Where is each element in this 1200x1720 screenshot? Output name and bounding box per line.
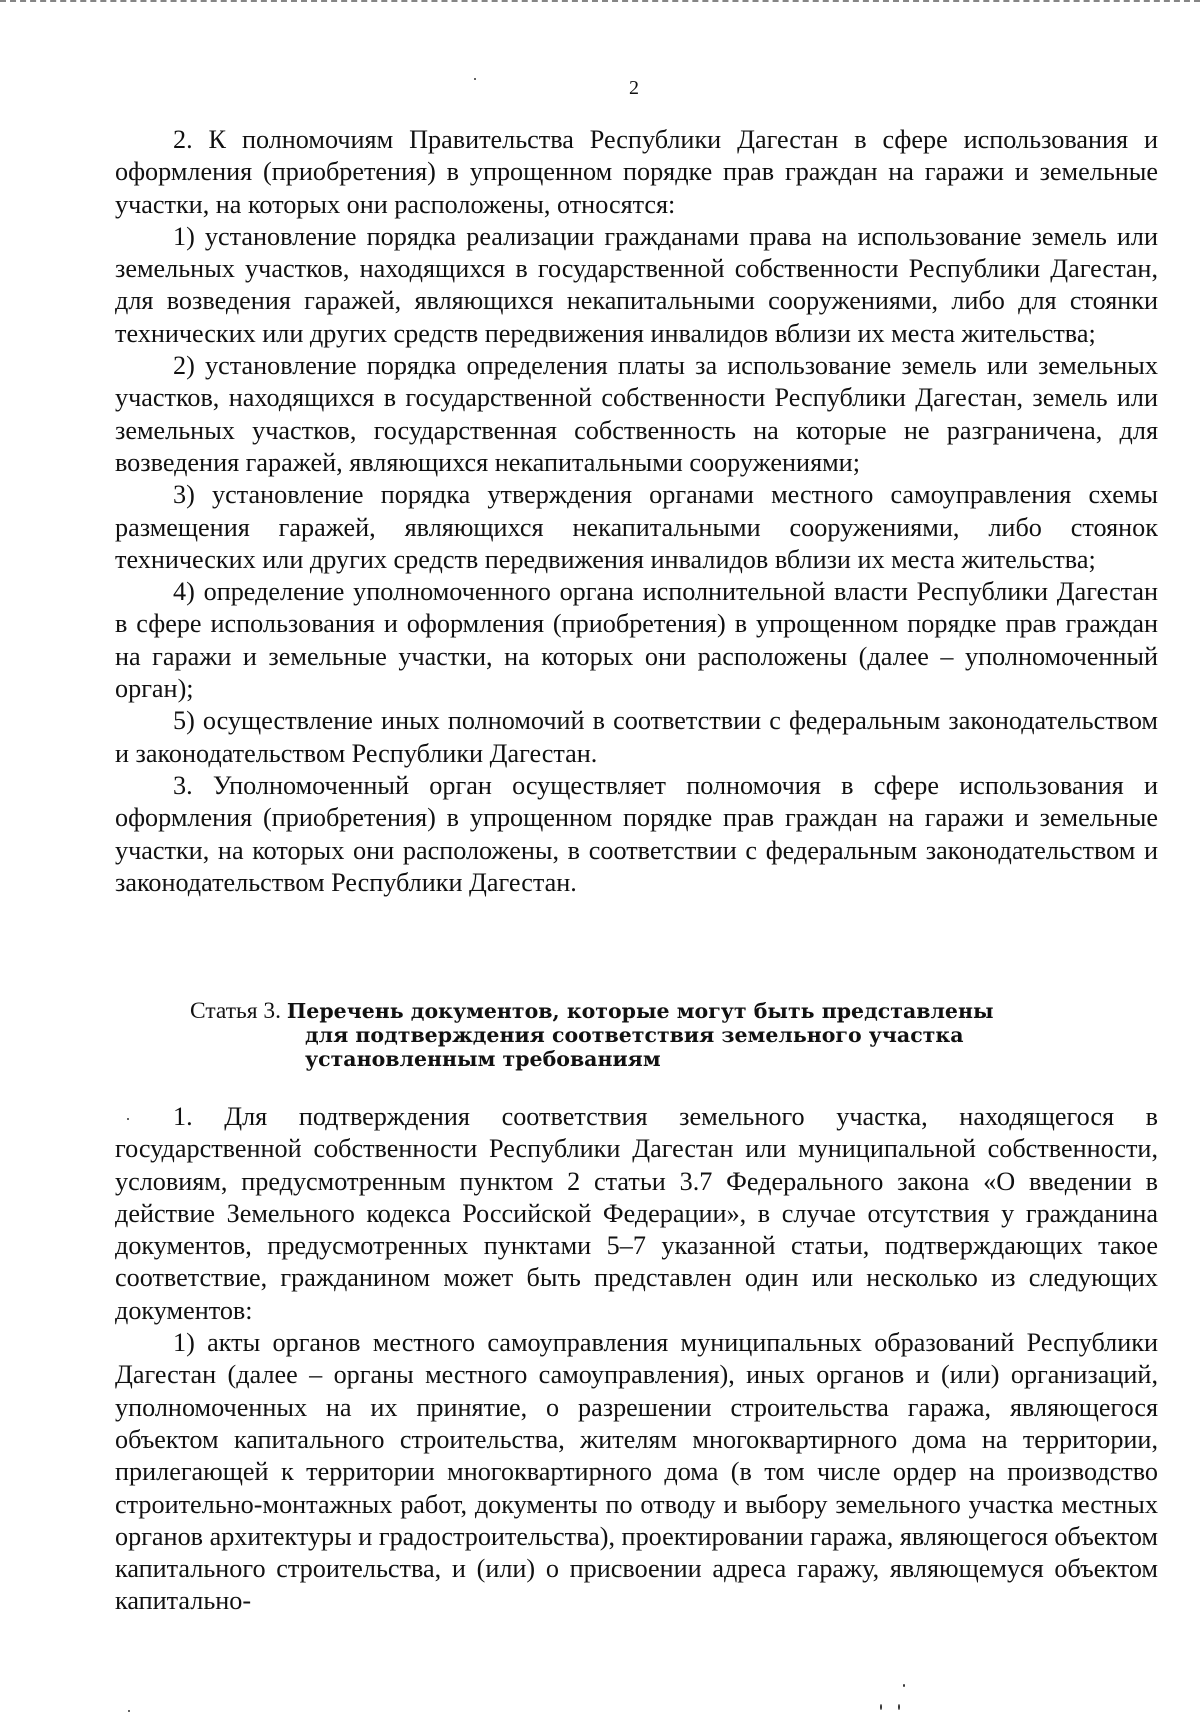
article-3-heading [190, 999, 1150, 1071]
paragraph: 4) определение уполномоченного органа исполнительной власти Республики Дагестан в сфере использования и оформления (приобретения) в упрощенном порядке прав граждан на гаражи и земельные участки, на которых они расположены (далее – уполномоченный орган); [115, 577, 1158, 704]
paragraph: 2) установление порядка определения платы за использование земель или земельных участков, находящихся в государственной собственности Республики Дагестан, земель или земельных участков, государственная собственность на которые не разграничена, для возведения гаражей, являющихся некапитальными сооружениями; [115, 351, 1158, 477]
scan-speck [898, 1704, 900, 1710]
paragraph: 1. Для подтверждения соответствия земельного участка, находящегося в государственной собственности Республики Дагестан или муниципальной собственности, условиям, предусмотренным пунктом 2 статьи 3.7 Федерального закона «О введении в действие Земельного кодекса Российской Федерации», в случае отсутствия у гражданина документов, предусмотренных пунктами 5–7 указанной статьи, подтверждающих такое соответствие, гражданином может быть представлен один или несколько из следующих документов: [115, 1102, 1158, 1325]
scan-speck [880, 1704, 882, 1710]
paragraph: 1) акты органов местного самоуправления муниципальных образований Республики Дагестан (далее – органы местного самоуправления), иных органов и (или) организаций, уполномоченных на их принятие, о разрешении строительства гаража, являющегося объектом капитального строительства, жителям многоквартирного дома на территории, прилегающей к территории многоквартирного дома (в том числе ордер на производство строительно-монтажных работ, документы по отводу и выбору земельного участка местных органов архитектуры и градостроительства), проектировании гаража, являющегося объектом капитального строительства, и (или) о присвоении адреса гаражу, являющемуся объектом капитально- [115, 1328, 1158, 1616]
article-title-line: установленным требованиям [305, 1047, 661, 1071]
scan-top-edge [0, 0, 1200, 5]
article-3-text [115, 1101, 1158, 1618]
paragraph: 3. Уполномоченный орган осуществляет полномочия в сфере использования и оформления (приобретения) в упрощенном порядке прав граждан на гаражи и земельные участки, на которых они расположены, в соответствии с федеральным законодательством и законодательством Республики Дагестан. [115, 770, 1158, 897]
paragraph: 5) осуществление иных полномочий в соответствии с федеральным законодательством и законодательством Республики Дагестан. [115, 706, 1158, 768]
scan-speck [128, 1710, 130, 1712]
article-label: Статья 3. [190, 998, 282, 1024]
section-2-text [115, 124, 1158, 899]
article-title-line: Перечень документов, которые могут быть представлены [286, 999, 994, 1023]
paragraph: 3) установление порядка утверждения органами местного самоуправления схемы размещения гаражей, являющихся некапитальными сооружениями, либо стоянок технических или других средств передвижения инвалидов вблизи их места жительства; [115, 480, 1158, 574]
scan-speck [903, 1684, 905, 1687]
page-number: 2 [629, 77, 639, 99]
article-title-line: для подтверждения соответствия земельного участка [305, 1023, 964, 1047]
paragraph: 1) установление порядка реализации гражданами права на использование земель или земельных участков, находящихся в государственной собственности Республики Дагестан, для возведения гаражей, являющихся некапитальными сооружениями, либо для стоянки технических или других средств передвижения инвалидов вблизи их места жительства; [115, 221, 1158, 348]
paragraph: 2. К полномочиям Правительства Республики Дагестан в сфере использования и оформления (приобретения) в упрощенном порядке прав граждан на гаражи и земельные участки, на которых они расположены, относятся: [115, 125, 1158, 219]
